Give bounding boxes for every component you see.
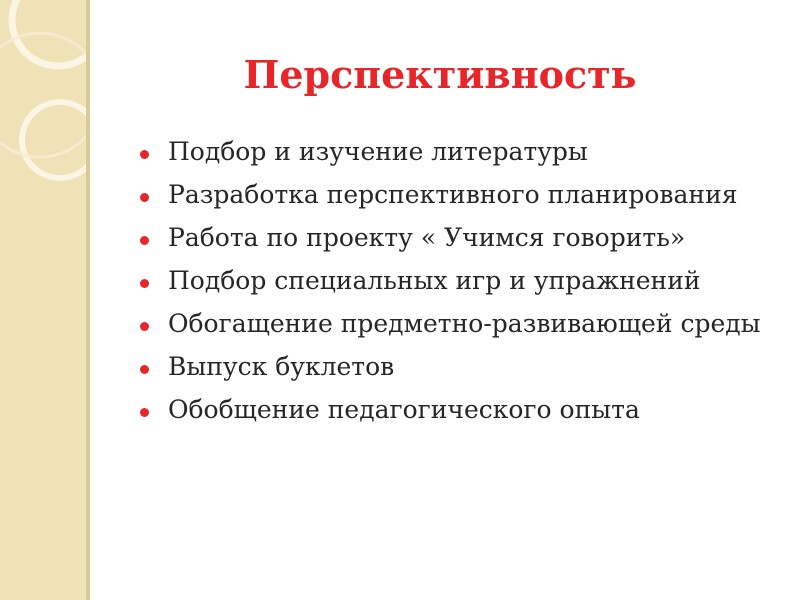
list-item [140, 307, 770, 340]
bullet-list [140, 135, 770, 436]
slide-title: Перспективность [243, 52, 637, 97]
bullet-dot-icon [140, 150, 149, 159]
list-item [140, 221, 770, 254]
list-item-text: Выпуск буклетов [168, 352, 395, 381]
bullet-dot-icon [140, 365, 149, 374]
list-item [140, 135, 770, 168]
bullet-dot-icon [140, 236, 149, 245]
list-item-text: Подбор специальных игр и упражнений [168, 266, 701, 295]
list-item [140, 393, 770, 426]
list-item-text: Обобщение педагогического опыта [168, 395, 640, 424]
bullet-dot-icon [140, 322, 149, 331]
decorative-rings-icon [0, 0, 86, 600]
list-item [140, 350, 770, 383]
bullet-dot-icon [140, 408, 149, 417]
list-item-text: Подбор и изучение литературы [168, 137, 588, 166]
list-item [140, 264, 770, 297]
decorative-side-band [0, 0, 86, 600]
list-item-text: Работа по проекту « Учимся говорить» [168, 223, 686, 252]
list-item [140, 178, 770, 211]
bullet-dot-icon [140, 193, 149, 202]
side-band-edge [86, 0, 90, 600]
list-item-text: Обогащение предметно-развивающей среды [168, 309, 761, 338]
bullet-dot-icon [140, 279, 149, 288]
list-item-text: Разработка перспективного планирования [168, 180, 738, 209]
